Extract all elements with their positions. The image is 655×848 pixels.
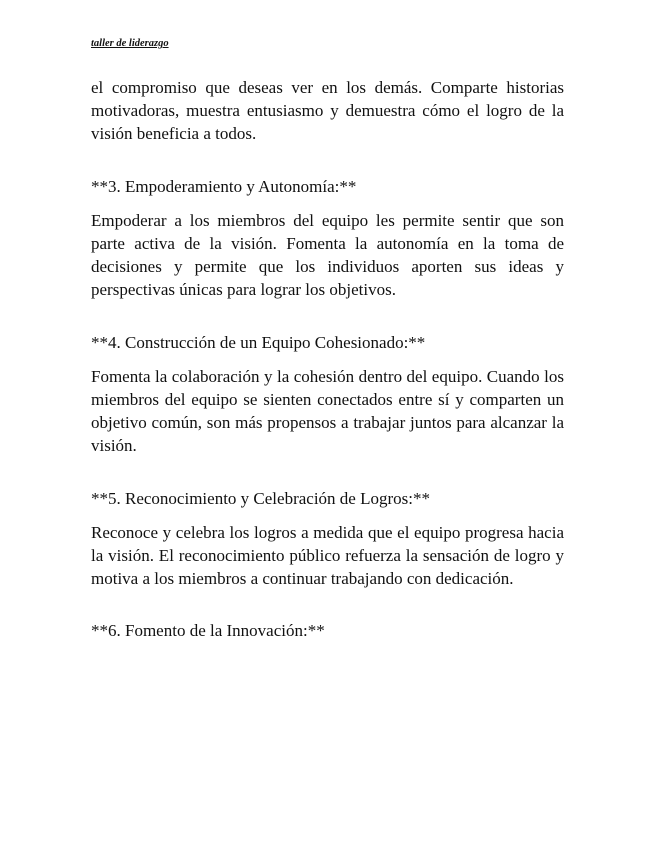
section-heading-5: **5. Reconocimiento y Celebración de Logros:**: [91, 488, 430, 508]
section-heading-3: **3. Empoderamiento y Autonomía:**: [91, 176, 357, 196]
intro-paragraph: el compromiso que deseas ver en los demás. Comparte historias motivadoras, muestra entusiasmo y demuestra cómo el logro de la visión beneficia a todos.: [91, 78, 564, 144]
running-header: taller de liderazgo: [91, 38, 169, 49]
section-paragraph-5: Reconoce y celebra los logros a medida que el equipo progresa hacia la visión. El reconocimiento público refuerza la sensación de logro y motiva a los miembros a continuar trabajando con dedicación.: [91, 522, 564, 589]
section-heading-6: **6. Fomento de la Innovación:**: [91, 621, 325, 641]
section-paragraph-4: Fomenta la colaboración y la cohesión dentro del equipo. Cuando los miembros del equipo se sienten conectados entre sí y comparten un objetivo común, son más propensos a trabajar juntos para alcanzar la visión.: [91, 366, 564, 456]
section-paragraph-3: Empoderar a los miembros del equipo les permite sentir que son parte activa de la visión. Fomenta la autonomía en la toma de decisiones y permite que los individuos aporten sus ideas y perspectivas únicas para lograr los objetivos.: [91, 210, 564, 300]
section-heading-4: **4. Construcción de un Equipo Cohesionado:**: [91, 332, 426, 352]
page-body: [91, 76, 564, 643]
